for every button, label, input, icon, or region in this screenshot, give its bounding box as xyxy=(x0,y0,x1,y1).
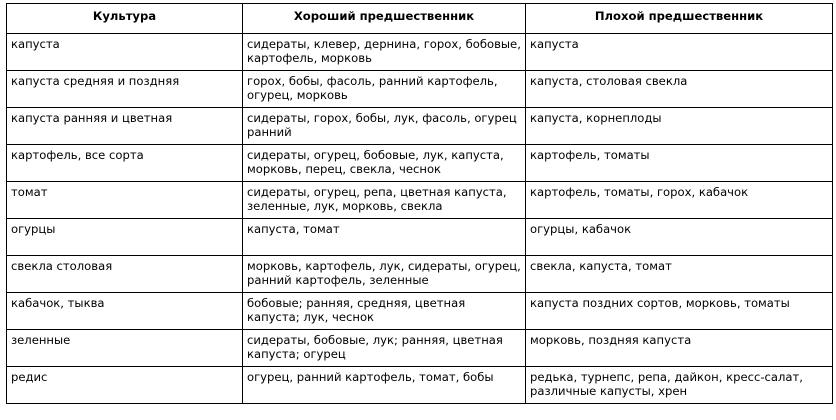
good-predecessor-cell: морковь, картофель, лук, сидераты, огурец, ранний картофель, зеленные xyxy=(243,256,526,293)
crop-cell: свекла столовая xyxy=(7,256,243,293)
table-row xyxy=(7,330,833,367)
good-predecessor-cell: бобовые; ранняя, средняя, цветная капуста; лук, чеснок xyxy=(243,293,526,330)
bad-predecessor-cell: огурцы, кабачок xyxy=(526,219,833,256)
bad-predecessor-cell: капуста поздних сортов, морковь, томаты xyxy=(526,293,833,330)
good-predecessor-cell: горох, бобы, фасоль, ранний картофель, огурец, морковь xyxy=(243,71,526,108)
header-good-predecessor: Хороший предшественник xyxy=(243,4,526,34)
bad-predecessor-cell: редька, турнепс, репа, дайкон, кресс-салат, различные капусты, хрен xyxy=(526,367,833,404)
crop-cell: редис xyxy=(7,367,243,404)
good-predecessor-cell: сидераты, горох, бобы, лук, фасоль, огурец ранний xyxy=(243,108,526,145)
good-predecessor-cell: сидераты, клевер, дернина, горох, бобовые, картофель, морковь xyxy=(243,34,526,71)
good-predecessor-cell: капуста, томат xyxy=(243,219,526,256)
crop-rotation-table xyxy=(6,3,833,404)
table-row xyxy=(7,34,833,71)
crop-cell: кабачок, тыква xyxy=(7,293,243,330)
crop-cell: томат xyxy=(7,182,243,219)
table-row xyxy=(7,256,833,293)
bad-predecessor-cell: капуста, корнеплоды xyxy=(526,108,833,145)
crop-cell: огурцы xyxy=(7,219,243,256)
table-row xyxy=(7,219,833,256)
crop-cell: капуста ранняя и цветная xyxy=(7,108,243,145)
bad-predecessor-cell: морковь, поздняя капуста xyxy=(526,330,833,367)
good-predecessor-cell: сидераты, огурец, репа, цветная капуста, зеленные, лук, морковь, свекла xyxy=(243,182,526,219)
good-predecessor-cell: огурец, ранний картофель, томат, бобы xyxy=(243,367,526,404)
header-crop: Культура xyxy=(7,4,243,34)
header-bad-predecessor: Плохой предшественник xyxy=(526,4,833,34)
crop-cell: капуста средняя и поздняя xyxy=(7,71,243,108)
crop-cell: зеленные xyxy=(7,330,243,367)
crop-cell: капуста xyxy=(7,34,243,71)
bad-predecessor-cell: свекла, капуста, томат xyxy=(526,256,833,293)
header-row xyxy=(7,4,833,34)
bad-predecessor-cell: картофель, томаты xyxy=(526,145,833,182)
crop-cell: картофель, все сорта xyxy=(7,145,243,182)
table-row xyxy=(7,367,833,404)
good-predecessor-cell: сидераты, огурец, бобовые, лук, капуста, морковь, перец, свекла, чеснок xyxy=(243,145,526,182)
table-row xyxy=(7,108,833,145)
good-predecessor-cell: сидераты, бобовые, лук; ранняя, цветная капуста; огурец xyxy=(243,330,526,367)
bad-predecessor-cell: картофель, томаты, горох, кабачок xyxy=(526,182,833,219)
bad-predecessor-cell: капуста xyxy=(526,34,833,71)
table-row xyxy=(7,293,833,330)
bad-predecessor-cell: капуста, столовая свекла xyxy=(526,71,833,108)
table-row xyxy=(7,71,833,108)
table-row xyxy=(7,145,833,182)
table-row xyxy=(7,182,833,219)
